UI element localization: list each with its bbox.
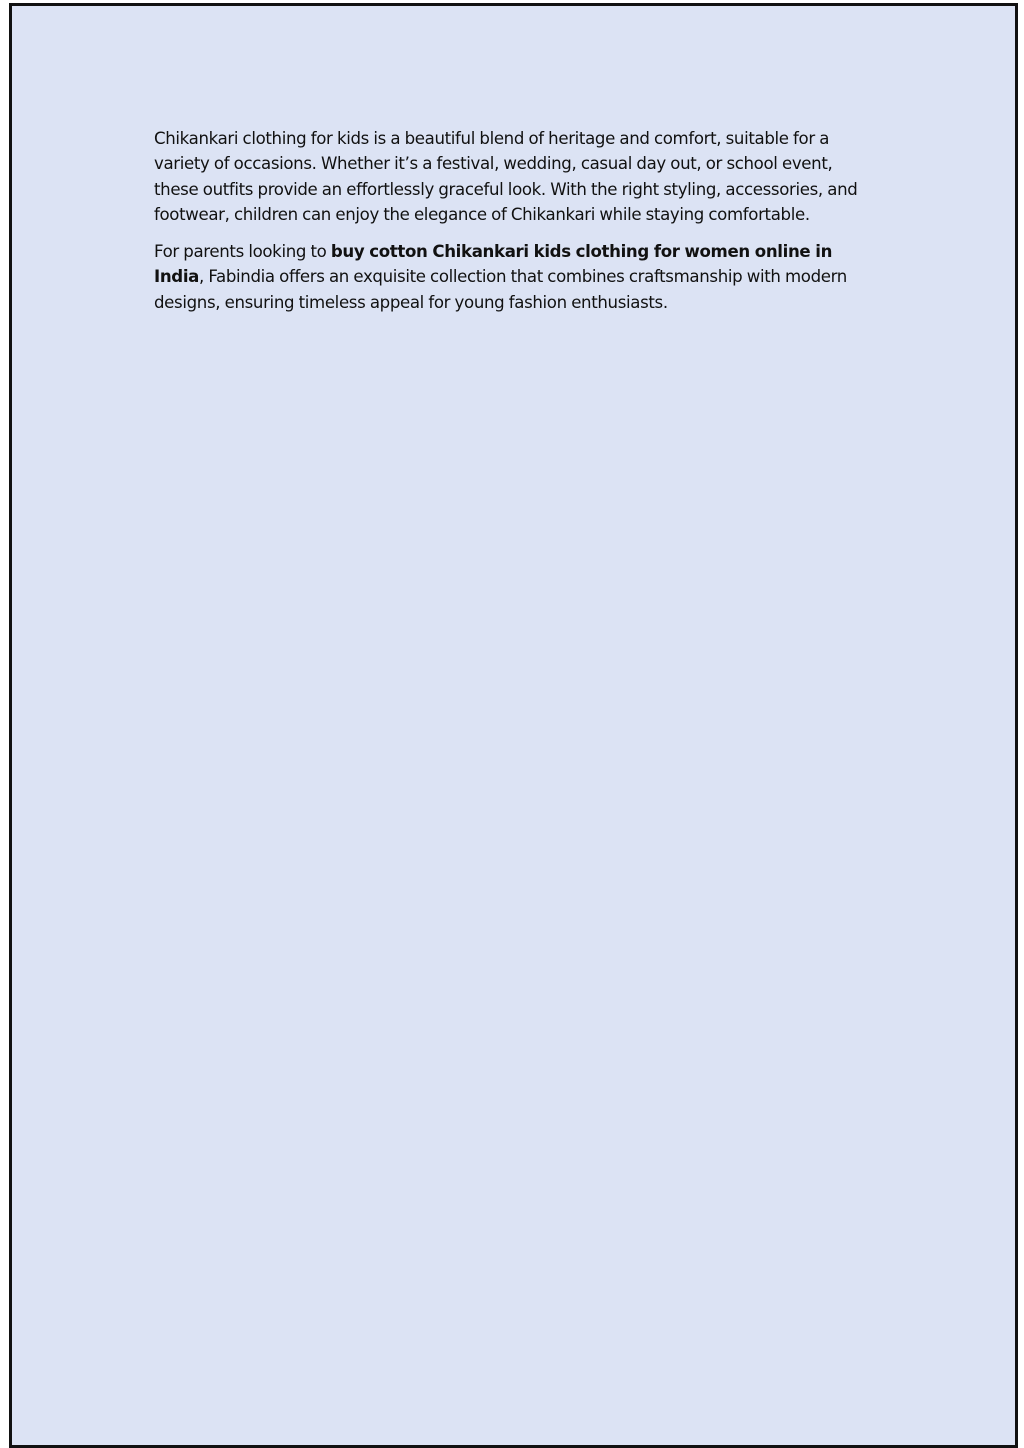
paragraph-cta-rest: , Fabindia offers an exquisite collection that combines craftsmanship with modern designs, ensuring timeless appeal for young fashion enthusiasts. [154, 267, 847, 312]
paragraph-intro: Chikankari clothing for kids is a beautiful blend of heritage and comfort, suitable for a variety of occasions. Whether it’s a festival, wedding, casual day out, or school event, these outfits provide an effortlessly graceful look. With the right styling, accessories, and footwear, children can enjoy the elegance of Chikankari while staying comfortable. [154, 129, 858, 224]
document-page [9, 3, 1018, 1448]
paragraph-cta [154, 239, 869, 315]
paragraph-cta-lead: For parents looking to [154, 242, 331, 262]
paragraph-cta-keyword: buy cotton Chikankari kids clothing for women online in India [154, 242, 833, 287]
document-body [154, 126, 869, 327]
